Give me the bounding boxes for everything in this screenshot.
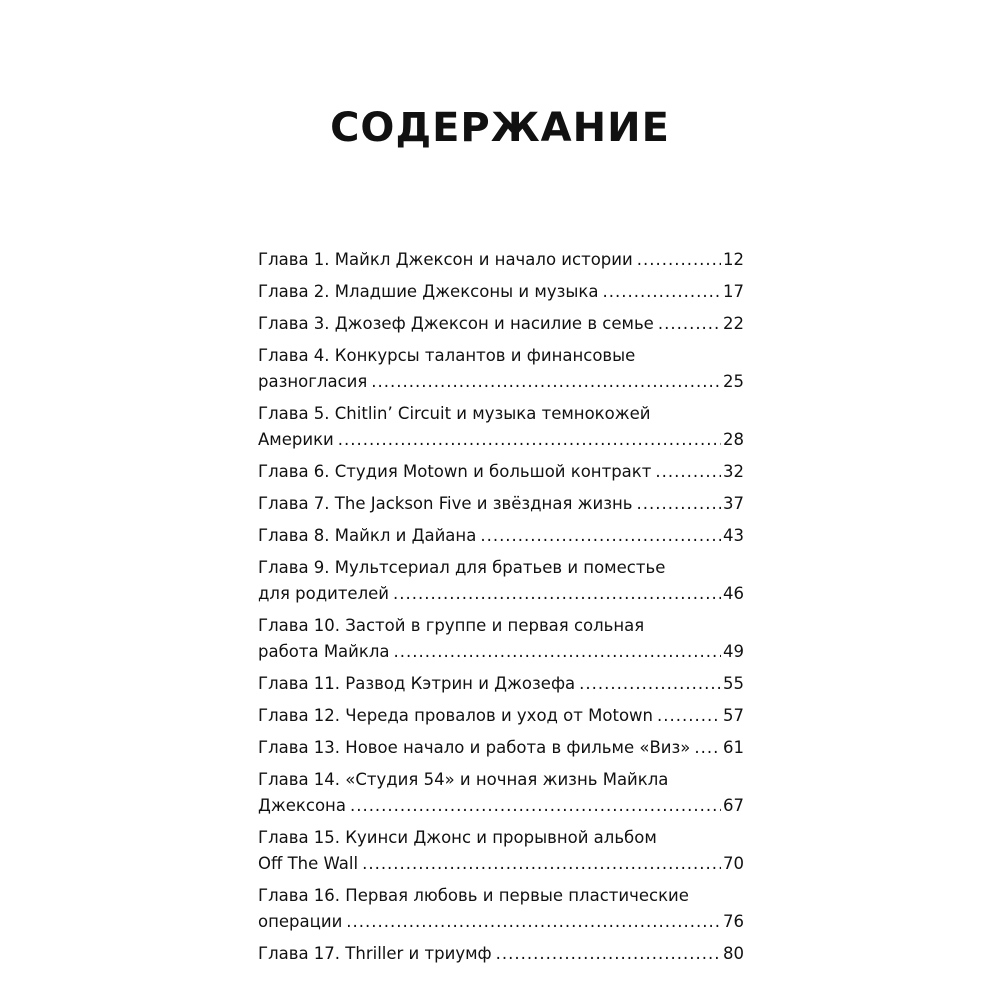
toc-page-number: 61	[723, 738, 744, 757]
toc-entry-title: для родителей	[258, 584, 390, 603]
toc-entry-title: Глава 5. Chitlin’ Circuit и музыка темнокожей	[258, 404, 651, 423]
toc-page-number: 25	[723, 372, 744, 391]
toc-entry-line	[258, 851, 744, 877]
toc-entry-line	[258, 735, 744, 761]
toc-entry	[258, 523, 744, 549]
toc-entry-title: Америки	[258, 430, 334, 449]
toc-entry-line	[258, 793, 744, 819]
toc-entry-line	[258, 523, 744, 549]
toc-entry	[258, 401, 744, 453]
toc-page-number: 67	[723, 796, 744, 815]
dot-leader	[496, 941, 721, 967]
toc-page-number: 32	[723, 462, 744, 481]
toc-entry-line	[258, 311, 744, 337]
dot-leader	[394, 639, 721, 665]
toc-entry	[258, 767, 744, 819]
toc-entry	[258, 941, 744, 967]
toc-entry-line	[258, 555, 744, 581]
toc-entry	[258, 459, 744, 485]
dot-leader	[694, 735, 721, 761]
dot-leader	[371, 369, 721, 395]
toc-entry-line	[258, 639, 744, 665]
toc-entry	[258, 491, 744, 517]
dot-leader	[350, 793, 721, 819]
dot-leader	[393, 581, 721, 607]
toc-entry	[258, 883, 744, 935]
toc-entry-title: Глава 11. Развод Кэтрин и Джозефа	[258, 674, 576, 693]
toc-entry	[258, 613, 744, 665]
toc-page-number: 28	[723, 430, 744, 449]
toc-entry-line	[258, 941, 744, 967]
toc-page-number: 37	[723, 494, 744, 513]
toc-entry-line	[258, 401, 744, 427]
toc-entry-title: Глава 10. Застой в группе и первая сольная	[258, 616, 645, 635]
toc-entry-title: Глава 3. Джозеф Джексон и насилие в семье	[258, 314, 654, 333]
toc-entry-line	[258, 825, 744, 851]
toc-page-number: 57	[723, 706, 744, 725]
toc-entry-line	[258, 767, 744, 793]
toc-entry-line	[258, 369, 744, 395]
toc-entry-title: Глава 9. Мультсериал для братьев и поместье	[258, 558, 666, 577]
toc-page-number: 17	[723, 282, 744, 301]
toc-page-number: 22	[723, 314, 744, 333]
toc-entry-line	[258, 581, 744, 607]
toc-entry-line	[258, 459, 744, 485]
dot-leader	[480, 523, 721, 549]
dot-leader	[602, 279, 721, 305]
dot-leader	[658, 311, 721, 337]
toc-entry	[258, 703, 744, 729]
dot-leader	[362, 851, 721, 877]
toc-entry-line	[258, 671, 744, 697]
toc-entry-title: Джексона	[258, 796, 346, 815]
toc-page-number: 43	[723, 526, 744, 545]
dot-leader	[657, 703, 721, 729]
toc-page-number: 12	[723, 250, 744, 269]
toc-entry-title: Глава 2. Младшие Джексоны и музыка	[258, 282, 599, 301]
toc-entry-title: Глава 13. Новое начало и работа в фильме «Виз»	[258, 738, 691, 757]
toc-entry-line	[258, 703, 744, 729]
toc-page-number: 70	[723, 854, 744, 873]
toc-entry	[258, 311, 744, 337]
dot-leader	[655, 459, 721, 485]
toc-entry	[258, 735, 744, 761]
toc-entry	[258, 279, 744, 305]
toc-entry-title: Глава 16. Первая любовь и первые пластические	[258, 886, 689, 905]
toc-entry-title: Глава 6. Студия Motown и большой контракт	[258, 462, 652, 481]
toc-entry-line	[258, 909, 744, 935]
toc-entry	[258, 343, 744, 395]
dot-leader	[637, 247, 721, 273]
toc-entry-line	[258, 247, 744, 273]
toc-entry-title: операции	[258, 912, 343, 931]
toc-entry-line	[258, 279, 744, 305]
toc-entry-title: Глава 4. Конкурсы талантов и финансовые	[258, 346, 636, 365]
toc-entry-title: Глава 7. The Jackson Five и звёздная жизнь	[258, 494, 633, 513]
toc-entry-title: Глава 8. Майкл и Дайана	[258, 526, 477, 545]
toc-entry-title: Глава 15. Куинси Джонс и прорывной альбом	[258, 828, 657, 847]
toc-entry-line	[258, 343, 744, 369]
dot-leader	[346, 909, 721, 935]
toc-entry-title: работа Майкла	[258, 642, 390, 661]
toc-entry-title: Глава 1. Майкл Джексон и начало истории	[258, 250, 633, 269]
toc-page-number: 46	[723, 584, 744, 603]
toc-page-number: 76	[723, 912, 744, 931]
toc-entry	[258, 247, 744, 273]
page-title: СОДЕРЖАНИЕ	[330, 105, 670, 151]
toc-entry	[258, 555, 744, 607]
toc-page-number: 55	[723, 674, 744, 693]
toc-entry-line	[258, 613, 744, 639]
dot-leader	[579, 671, 721, 697]
toc-entry-title: Off The Wall	[258, 854, 359, 873]
toc-page-number: 49	[723, 642, 744, 661]
table-of-contents	[258, 247, 744, 973]
toc-entry-line	[258, 491, 744, 517]
toc-entry-title: Глава 17. Thriller и триумф	[258, 944, 492, 963]
toc-entry-line	[258, 883, 744, 909]
toc-entry	[258, 825, 744, 877]
toc-entry-title: Глава 12. Череда провалов и уход от Motown	[258, 706, 653, 725]
dot-leader	[637, 491, 722, 517]
toc-entry-title: Глава 14. «Студия 54» и ночная жизнь Майкла	[258, 770, 669, 789]
toc-entry-title: разногласия	[258, 372, 368, 391]
toc-page-number: 80	[723, 944, 744, 963]
toc-entry-line	[258, 427, 744, 453]
dot-leader	[338, 427, 721, 453]
toc-entry	[258, 671, 744, 697]
